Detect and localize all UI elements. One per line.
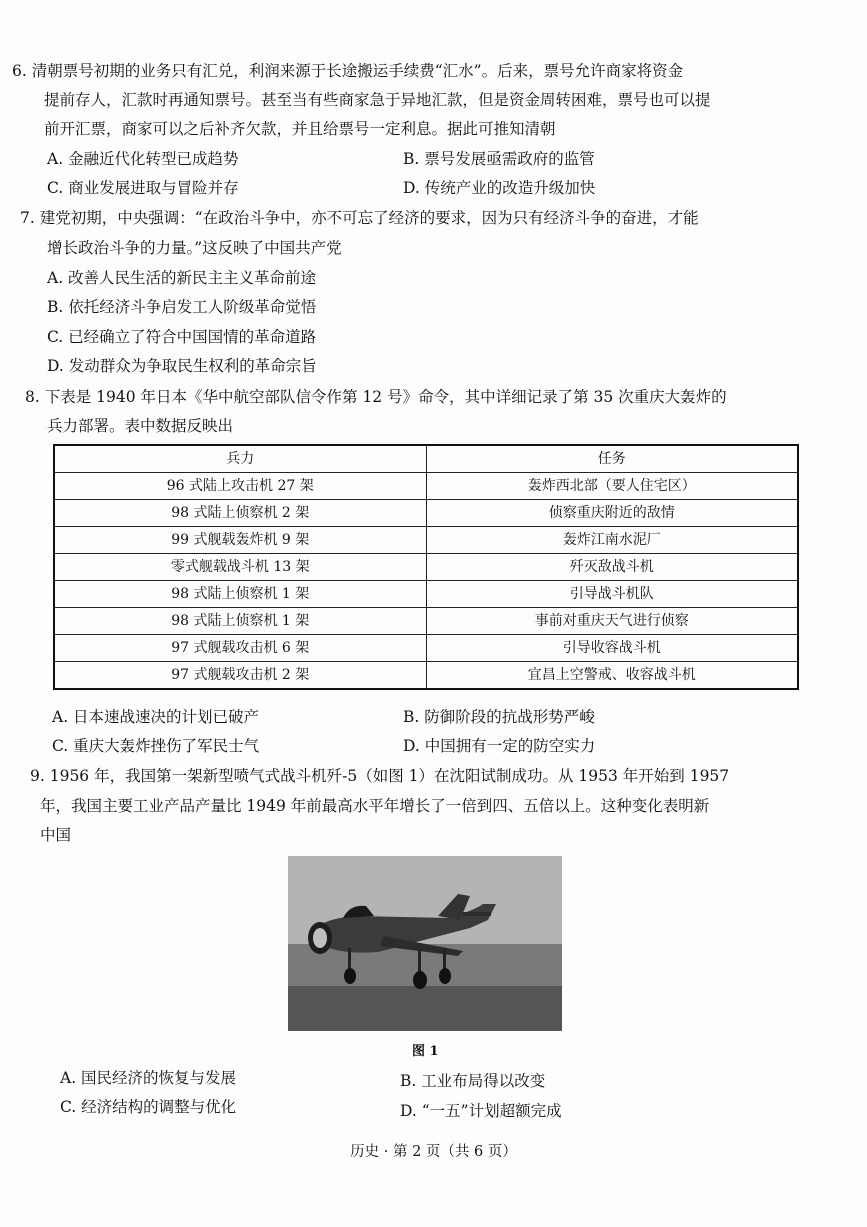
q9-stem-line2: 年，我国主要工业产品产量比 1949 年前最高水平年增长了一倍到四、五倍以上。这种变化表明新 [40, 797, 710, 815]
q8-table [53, 444, 799, 690]
q6-stem-line2: 提前存人，汇款时再通知票号。甚至当有些商家急于异地汇款，但是资金周转困难，票号也可以提 [44, 91, 711, 109]
q8-stem-line1: 8. 下表是 1940 年日本《华中航空部队信令作第 12 号》命令，其中详细记录了第 35 次重庆大轰炸的 [25, 388, 727, 406]
q9-stem-line1: 9. 1956 年，我国第一架新型喷气式战斗机歼-5（如图 1）在沈阳试制成功。从 1953 年开始到 1957 [30, 767, 730, 785]
table-row [54, 527, 798, 554]
table-cell-task: 引导收容战斗机 [426, 635, 798, 662]
q8-stem-line2: 兵力部署。表中数据反映出 [47, 417, 234, 435]
q6-stem-line1: 6. 清朝票号初期的业务只有汇兑，利润来源于长途搬运手续费“汇水”。后来，票号允许商家将资金 [12, 62, 684, 80]
table-row [54, 662, 798, 690]
q7-option-d: D. 发动群众为争取民生权利的革命宗旨 [47, 357, 317, 375]
table-cell-task: 侦察重庆附近的敌情 [426, 500, 798, 527]
q9-option-a: A. 国民经济的恢复与发展 [60, 1069, 237, 1087]
page-footer: 历史 · 第 2 页（共 6 页） [350, 1144, 517, 1160]
q8-option-d: D. 中国拥有一定的防空实力 [403, 737, 596, 755]
table-cell-task: 歼灭敌战斗机 [426, 554, 798, 581]
table-row [54, 608, 798, 635]
table-cell-forces: 零式舰载战斗机 13 架 [54, 554, 426, 581]
q8-option-c: C. 重庆大轰炸挫伤了军民士气 [52, 737, 260, 755]
table-cell-task: 轰炸西北部（要人住宅区） [426, 473, 798, 500]
q6-option-d: D. 传统产业的改造升级加快 [403, 179, 596, 197]
figure-caption: 图 1 [412, 1044, 439, 1059]
table-row [54, 500, 798, 527]
table-cell-forces: 97 式舰载攻击机 6 架 [54, 635, 426, 662]
table-header-tasks: 任务 [426, 445, 798, 473]
q7-option-a: A. 改善人民生活的新民主主义革命前途 [47, 269, 317, 287]
table-row [54, 473, 798, 500]
table-header-row [54, 445, 798, 473]
table-row [54, 635, 798, 662]
table-cell-forces: 99 式舰载轰炸机 9 架 [54, 527, 426, 554]
q8-option-b: B. 防御阶段的抗战形势严峻 [403, 708, 595, 726]
table-row [54, 554, 798, 581]
jet-fighter-illustration [288, 856, 562, 1031]
q9-option-d: D. “一五”计划超额完成 [400, 1102, 562, 1120]
q6-option-c: C. 商业发展进取与冒险并存 [47, 179, 239, 197]
table-cell-task: 事前对重庆天气进行侦察 [426, 608, 798, 635]
table-cell-task: 引导战斗机队 [426, 581, 798, 608]
q7-option-b: B. 依托经济斗争启发工人阶级革命觉悟 [47, 298, 317, 316]
q6-stem-line3: 前开汇票，商家可以之后补齐欠款，并且给票号一定利息。据此可推知清朝 [44, 120, 556, 138]
table-cell-forces: 98 式陆上侦察机 1 架 [54, 608, 426, 635]
q7-option-c: C. 已经确立了符合中国国情的革命道路 [47, 328, 317, 346]
table-row [54, 581, 798, 608]
jet-fighter-photo [288, 856, 562, 1031]
q7-stem-line1: 7. 建党初期，中央强调：“在政治斗争中，亦不可忘了经济的要求，因为只有经济斗争的奋进，才能 [20, 209, 699, 227]
table-cell-forces: 96 式陆上攻击机 27 架 [54, 473, 426, 500]
q9-option-c: C. 经济结构的调整与优化 [60, 1098, 237, 1116]
table-cell-forces: 98 式陆上侦察机 2 架 [54, 500, 426, 527]
q6-option-a: A. 金融近代化转型已成趋势 [47, 150, 239, 168]
table-cell-task: 轰炸江南水泥厂 [426, 527, 798, 554]
q8-option-a: A. 日本速战速决的计划已破产 [52, 708, 260, 726]
table-cell-task: 宜昌上空警戒、收容战斗机 [426, 662, 798, 690]
table-header-forces: 兵力 [54, 445, 426, 473]
q7-stem-line2: 增长政治斗争的力量。”这反映了中国共产党 [47, 239, 342, 257]
table-cell-forces: 97 式舰载攻击机 2 架 [54, 662, 426, 690]
table-cell-forces: 98 式陆上侦察机 1 架 [54, 581, 426, 608]
q9-option-b: B. 工业布局得以改变 [400, 1072, 546, 1090]
q6-option-b: B. 票号发展亟需政府的监管 [403, 150, 595, 168]
q9-stem-line3: 中国 [40, 826, 72, 844]
